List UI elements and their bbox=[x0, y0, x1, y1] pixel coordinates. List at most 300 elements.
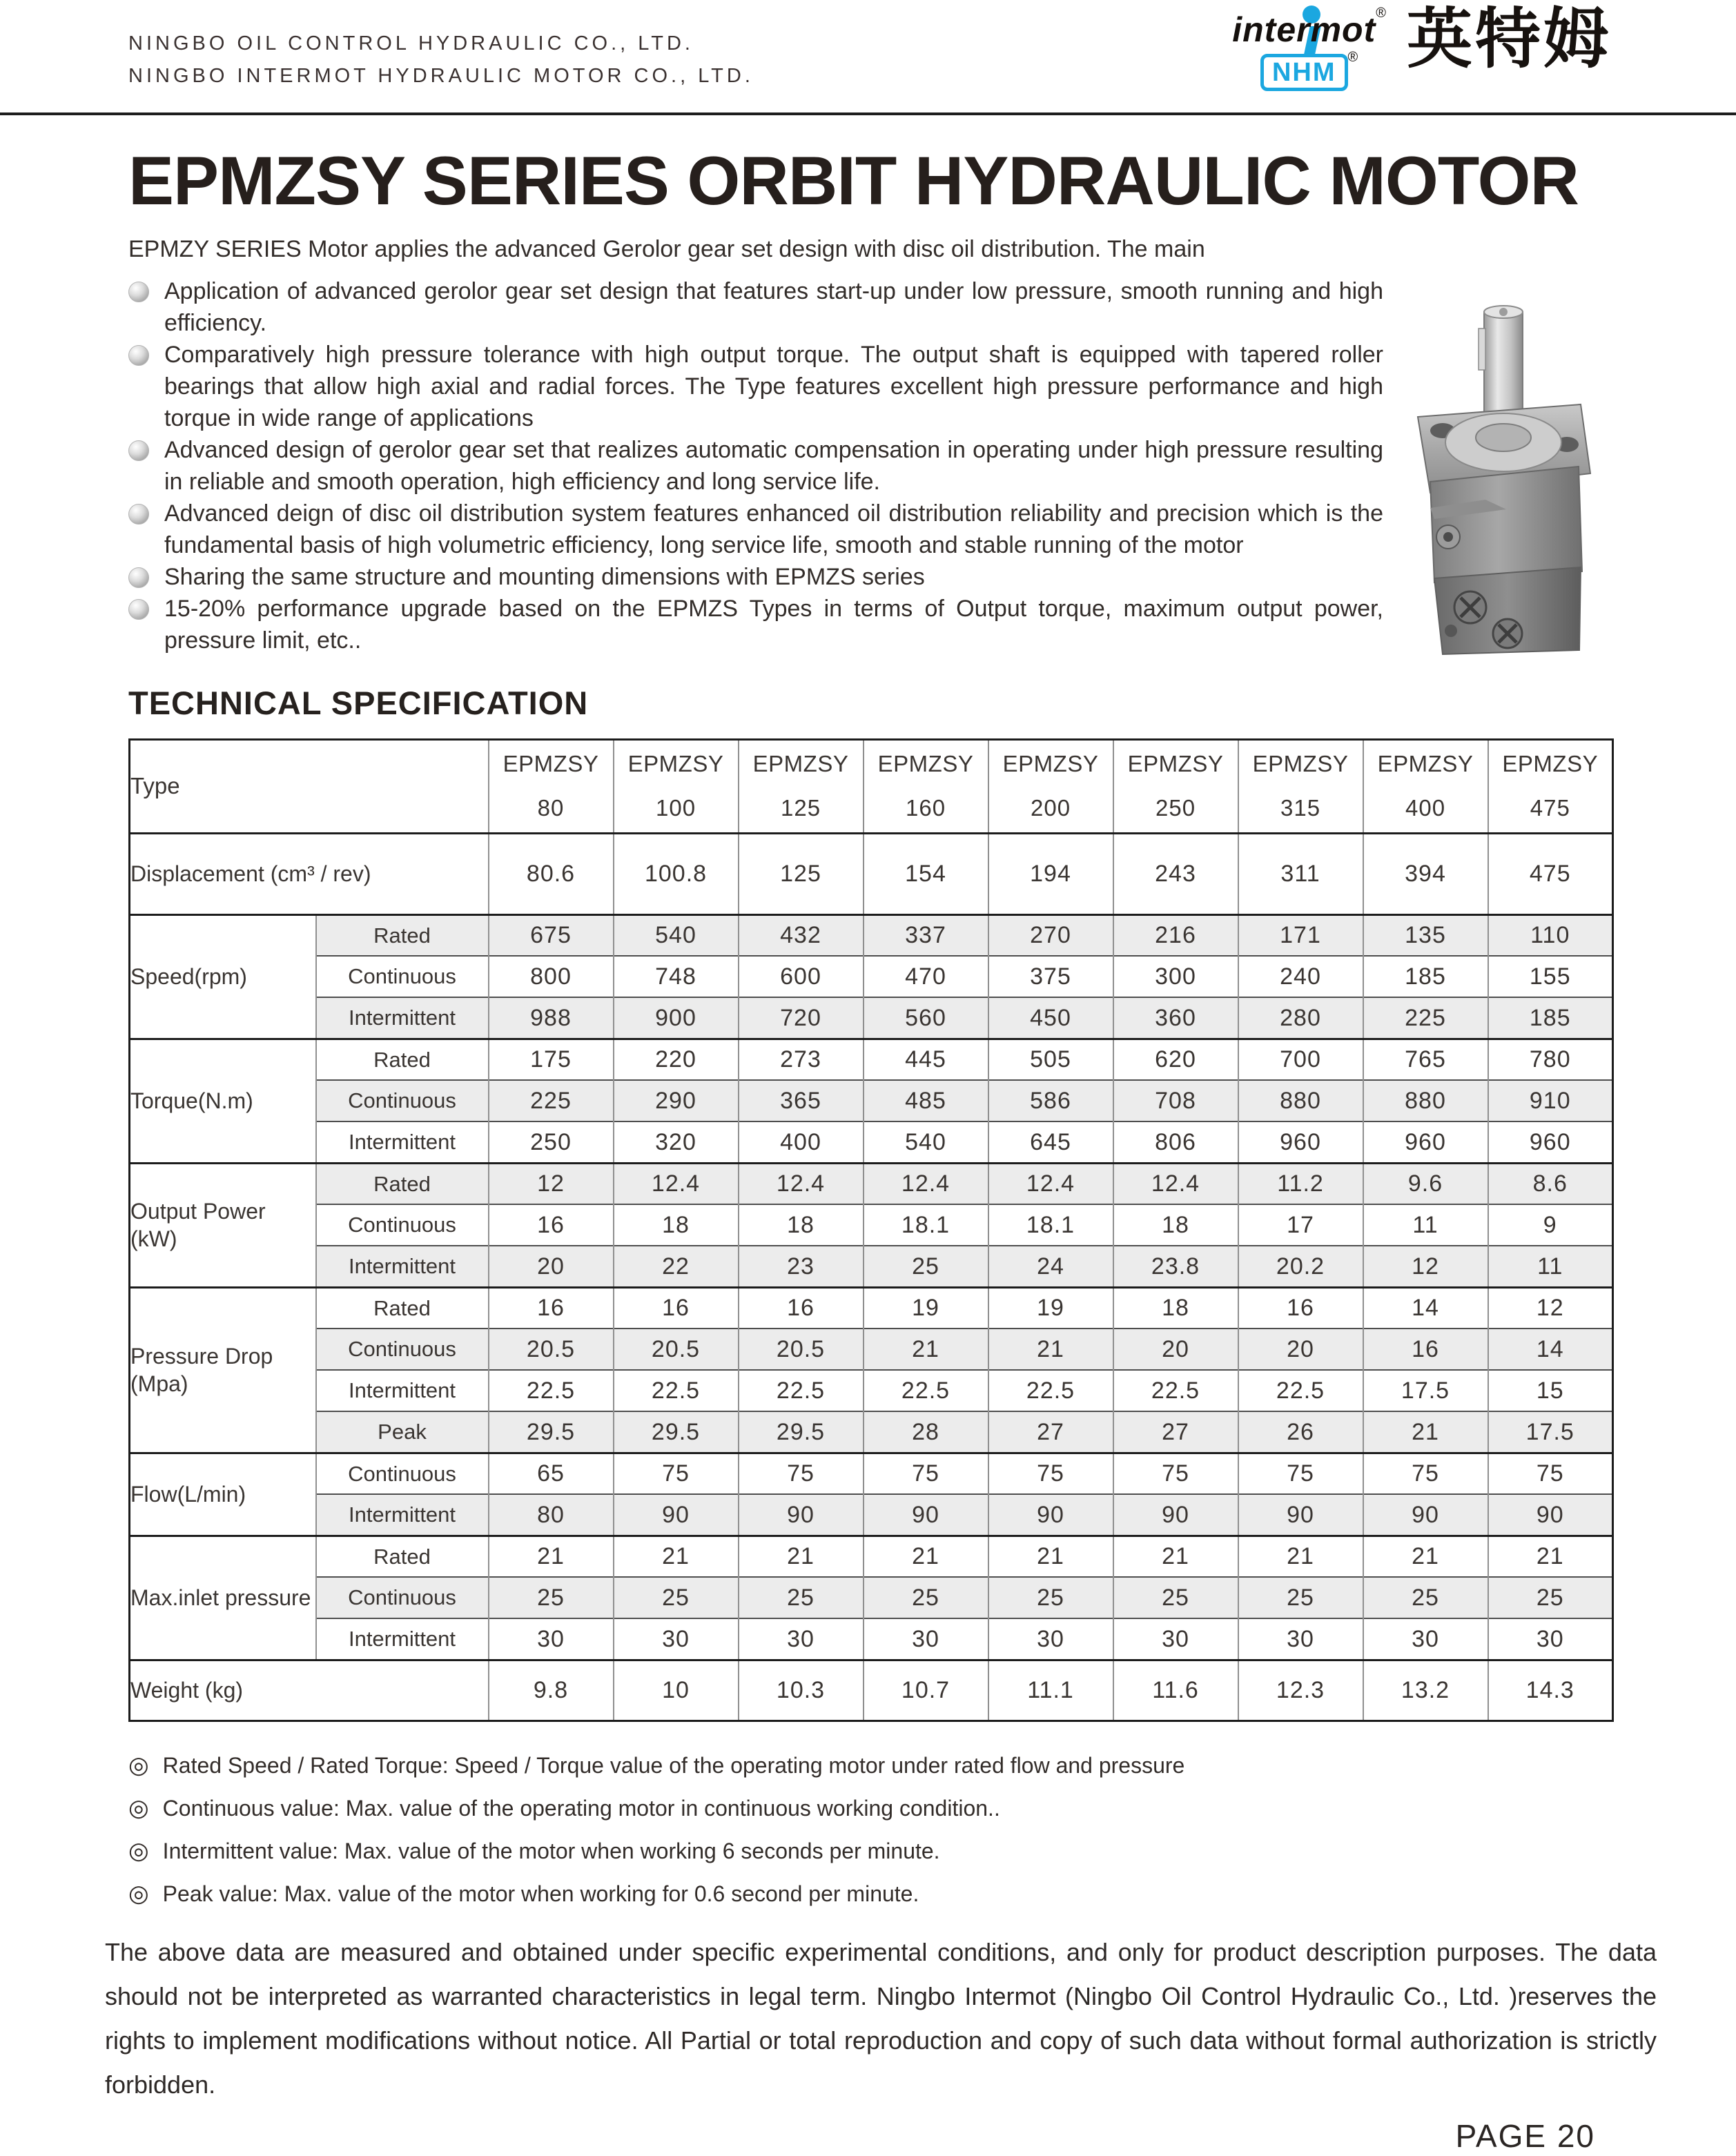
value-cell: 540 bbox=[864, 1121, 988, 1163]
value-cell: 25 bbox=[864, 1246, 988, 1287]
value-cell: 90 bbox=[614, 1494, 739, 1536]
sub-label: Rated bbox=[316, 1536, 489, 1577]
sub-label: Peak bbox=[316, 1411, 489, 1453]
table-row bbox=[130, 1121, 1613, 1163]
value-cell: 80 bbox=[489, 1494, 614, 1536]
value-cell: 18 bbox=[739, 1204, 864, 1246]
value-cell: 800 bbox=[489, 956, 614, 997]
value-cell: 360 bbox=[1113, 997, 1238, 1039]
value-cell: 273 bbox=[739, 1039, 864, 1080]
value-cell: 21 bbox=[988, 1329, 1113, 1370]
series-name: EPMZSY bbox=[503, 751, 599, 777]
value-cell: 100.8 bbox=[614, 833, 739, 914]
value-cell: 216 bbox=[1113, 914, 1238, 956]
value-cell: 12.4 bbox=[739, 1163, 864, 1204]
feature-text: Advanced design of gerolor gear set that realizes automatic compensation in operating under high pressure resulting in reliable and smooth operation, high efficiency and long service life. bbox=[164, 436, 1383, 495]
value-cell: 16 bbox=[1238, 1287, 1363, 1329]
value-cell: 25 bbox=[614, 1577, 739, 1618]
value-cell: 194 bbox=[988, 833, 1113, 914]
value-cell: 16 bbox=[489, 1287, 614, 1329]
value-cell: 12.4 bbox=[1113, 1163, 1238, 1204]
model-header bbox=[489, 739, 614, 833]
value-cell: 22 bbox=[614, 1246, 739, 1287]
section-heading: TECHNICAL SPECIFICATION bbox=[128, 684, 589, 721]
value-cell: 20.5 bbox=[489, 1329, 614, 1370]
value-cell: 90 bbox=[988, 1494, 1113, 1536]
note-bullet-icon: ◎ bbox=[128, 1794, 149, 1821]
table-row bbox=[130, 956, 1613, 997]
spec-table bbox=[128, 738, 1614, 1722]
value-cell: 185 bbox=[1488, 997, 1613, 1039]
sub-label: Intermittent bbox=[316, 1121, 489, 1163]
value-cell: 765 bbox=[1363, 1039, 1488, 1080]
value-cell: 20 bbox=[489, 1246, 614, 1287]
note-item bbox=[128, 1787, 1614, 1830]
value-cell: 23 bbox=[739, 1246, 864, 1287]
model-header bbox=[1488, 739, 1613, 833]
bullet-sphere-icon bbox=[128, 282, 149, 302]
value-cell: 18 bbox=[614, 1204, 739, 1246]
value-cell: 12.4 bbox=[864, 1163, 988, 1204]
bullet-sphere-icon bbox=[128, 567, 149, 588]
value-cell: 21 bbox=[1363, 1536, 1488, 1577]
feature-text: Comparatively high pressure tolerance with high output torque. The output shaft is equipped with tapered roller bearings that allow high axial and radial forces. The Type features excellent high pressure performance and high torque in wide range of applications bbox=[164, 341, 1383, 431]
note-text: Peak value: Max. value of the motor when working for 0.6 second per minute. bbox=[162, 1881, 919, 1906]
value-cell: 29.5 bbox=[739, 1411, 864, 1453]
company-names bbox=[128, 28, 754, 92]
model-header bbox=[1238, 739, 1363, 833]
table-row bbox=[130, 1287, 1613, 1329]
value-cell: 20.2 bbox=[1238, 1246, 1363, 1287]
sub-label: Continuous bbox=[316, 1329, 489, 1370]
value-cell: 19 bbox=[988, 1287, 1113, 1329]
value-cell: 30 bbox=[1363, 1618, 1488, 1660]
note-text: Continuous value: Max. value of the operating motor in continuous working condition.. bbox=[162, 1795, 1000, 1821]
value-cell: 22.5 bbox=[614, 1370, 739, 1411]
value-cell: 25 bbox=[988, 1577, 1113, 1618]
table-row bbox=[130, 1370, 1613, 1411]
value-cell: 24 bbox=[988, 1246, 1113, 1287]
series-name: EPMZSY bbox=[877, 751, 974, 777]
value-cell: 90 bbox=[864, 1494, 988, 1536]
model-header bbox=[1363, 739, 1488, 833]
series-name: EPMZSY bbox=[1377, 751, 1474, 777]
note-item bbox=[128, 1872, 1614, 1915]
note-text: Rated Speed / Rated Torque: Speed / Torque value of the operating motor under rated flow and pressure bbox=[162, 1752, 1185, 1778]
model-number: 80 bbox=[537, 795, 565, 821]
value-cell: 720 bbox=[739, 997, 864, 1039]
value-cell: 16 bbox=[1363, 1329, 1488, 1370]
value-cell: 365 bbox=[739, 1080, 864, 1121]
value-cell: 30 bbox=[614, 1618, 739, 1660]
value-cell: 675 bbox=[489, 914, 614, 956]
group-label: Torque(N.m) bbox=[130, 1039, 316, 1163]
value-cell: 30 bbox=[1238, 1618, 1363, 1660]
value-cell: 445 bbox=[864, 1039, 988, 1080]
value-cell: 26 bbox=[1238, 1411, 1363, 1453]
table-row bbox=[130, 1453, 1613, 1494]
value-cell: 90 bbox=[739, 1494, 864, 1536]
value-cell: 175 bbox=[489, 1039, 614, 1080]
group-label: Displacement (cm³ / rev) bbox=[130, 833, 489, 914]
value-cell: 155 bbox=[1488, 956, 1613, 997]
value-cell: 11 bbox=[1488, 1246, 1613, 1287]
value-cell: 25 bbox=[1113, 1577, 1238, 1618]
value-cell: 700 bbox=[1238, 1039, 1363, 1080]
value-cell: 20 bbox=[1238, 1329, 1363, 1370]
table-header-row bbox=[130, 739, 1613, 833]
intermot-wordmark: intermot bbox=[1232, 10, 1376, 49]
value-cell: 18.1 bbox=[988, 1204, 1113, 1246]
model-number: 400 bbox=[1405, 795, 1446, 821]
value-cell: 394 bbox=[1363, 833, 1488, 914]
value-cell: 25 bbox=[1488, 1577, 1613, 1618]
value-cell: 21 bbox=[864, 1329, 988, 1370]
value-cell: 25 bbox=[739, 1577, 864, 1618]
model-number: 315 bbox=[1280, 795, 1321, 821]
table-row bbox=[130, 1577, 1613, 1618]
value-cell: 586 bbox=[988, 1080, 1113, 1121]
value-cell: 243 bbox=[1113, 833, 1238, 914]
value-cell: 90 bbox=[1488, 1494, 1613, 1536]
value-cell: 12 bbox=[1488, 1287, 1613, 1329]
value-cell: 30 bbox=[1113, 1618, 1238, 1660]
bullet-sphere-icon bbox=[128, 440, 149, 461]
value-cell: 29.5 bbox=[614, 1411, 739, 1453]
value-cell: 25 bbox=[489, 1577, 614, 1618]
value-cell: 21 bbox=[1488, 1536, 1613, 1577]
value-cell: 475 bbox=[1488, 833, 1613, 914]
value-cell: 154 bbox=[864, 833, 988, 914]
value-cell: 18 bbox=[1113, 1204, 1238, 1246]
value-cell: 16 bbox=[739, 1287, 864, 1329]
feature-text: Advanced deign of disc oil distribution system features enhanced oil distribution reliability and precision which is the fundamental basis of high volumetric efficiency, long service life, smooth and stable running of the motor bbox=[164, 500, 1383, 558]
feature-item bbox=[128, 498, 1383, 561]
value-cell: 12.4 bbox=[614, 1163, 739, 1204]
series-name: EPMZSY bbox=[1002, 751, 1099, 777]
value-cell: 21 bbox=[739, 1536, 864, 1577]
value-cell: 375 bbox=[988, 956, 1113, 997]
value-cell: 880 bbox=[1238, 1080, 1363, 1121]
table-row bbox=[130, 1246, 1613, 1287]
feature-list bbox=[128, 275, 1383, 656]
value-cell: 450 bbox=[988, 997, 1113, 1039]
table-row bbox=[130, 1536, 1613, 1577]
series-name: EPMZSY bbox=[752, 751, 849, 777]
value-cell: 75 bbox=[739, 1453, 864, 1494]
value-cell: 270 bbox=[988, 914, 1113, 956]
bullet-sphere-icon bbox=[128, 504, 149, 525]
value-cell: 470 bbox=[864, 956, 988, 997]
value-cell: 22.5 bbox=[1113, 1370, 1238, 1411]
sub-label: Intermittent bbox=[316, 1246, 489, 1287]
sub-label: Continuous bbox=[316, 1080, 489, 1121]
feature-text: Application of advanced gerolor gear set design that features start-up under low pressure, smooth running and high efficiency. bbox=[164, 277, 1383, 336]
sub-label: Continuous bbox=[316, 1204, 489, 1246]
bullet-sphere-icon bbox=[128, 345, 149, 366]
table-row bbox=[130, 997, 1613, 1039]
table-row bbox=[130, 1039, 1613, 1080]
model-header bbox=[614, 739, 739, 833]
group-label: Pressure Drop (Mpa) bbox=[130, 1287, 316, 1453]
model-header bbox=[739, 739, 864, 833]
value-cell: 14.3 bbox=[1488, 1660, 1613, 1721]
value-cell: 16 bbox=[489, 1204, 614, 1246]
group-label: Speed(rpm) bbox=[130, 914, 316, 1039]
value-cell: 110 bbox=[1488, 914, 1613, 956]
series-name: EPMZSY bbox=[1127, 751, 1224, 777]
registered-mark-2: ® bbox=[1347, 50, 1358, 65]
table-row bbox=[130, 1163, 1613, 1204]
note-item bbox=[128, 1830, 1614, 1872]
value-cell: 22.5 bbox=[489, 1370, 614, 1411]
value-cell: 250 bbox=[489, 1121, 614, 1163]
value-cell: 22.5 bbox=[739, 1370, 864, 1411]
feature-item bbox=[128, 275, 1383, 339]
value-cell: 320 bbox=[614, 1121, 739, 1163]
feature-item bbox=[128, 434, 1383, 498]
value-cell: 30 bbox=[489, 1618, 614, 1660]
value-cell: 14 bbox=[1488, 1329, 1613, 1370]
value-cell: 9 bbox=[1488, 1204, 1613, 1246]
value-cell: 620 bbox=[1113, 1039, 1238, 1080]
value-cell: 20.5 bbox=[614, 1329, 739, 1370]
value-cell: 910 bbox=[1488, 1080, 1613, 1121]
value-cell: 13.2 bbox=[1363, 1660, 1488, 1721]
sub-label: Intermittent bbox=[316, 1618, 489, 1660]
group-label: Weight (kg) bbox=[130, 1660, 489, 1721]
bullet-sphere-icon bbox=[128, 599, 149, 620]
value-cell: 16 bbox=[614, 1287, 739, 1329]
value-cell: 748 bbox=[614, 956, 739, 997]
value-cell: 22.5 bbox=[988, 1370, 1113, 1411]
series-name: EPMZSY bbox=[1252, 751, 1349, 777]
value-cell: 125 bbox=[739, 833, 864, 914]
value-cell: 21 bbox=[489, 1536, 614, 1577]
value-cell: 20 bbox=[1113, 1329, 1238, 1370]
value-cell: 185 bbox=[1363, 956, 1488, 997]
value-cell: 280 bbox=[1238, 997, 1363, 1039]
sub-label: Intermittent bbox=[316, 997, 489, 1039]
value-cell: 505 bbox=[988, 1039, 1113, 1080]
value-cell: 21 bbox=[1363, 1411, 1488, 1453]
value-cell: 135 bbox=[1363, 914, 1488, 956]
sub-label: Rated bbox=[316, 1163, 489, 1204]
value-cell: 17 bbox=[1238, 1204, 1363, 1246]
value-cell: 21 bbox=[864, 1536, 988, 1577]
value-cell: 75 bbox=[1488, 1453, 1613, 1494]
note-text: Intermittent value: Max. value of the motor when working 6 seconds per minute. bbox=[162, 1838, 940, 1863]
value-cell: 18.1 bbox=[864, 1204, 988, 1246]
value-cell: 25 bbox=[1238, 1577, 1363, 1618]
sub-label: Intermittent bbox=[316, 1494, 489, 1536]
model-header bbox=[1113, 739, 1238, 833]
value-cell: 75 bbox=[1363, 1453, 1488, 1494]
value-cell: 11.1 bbox=[988, 1660, 1113, 1721]
table-row bbox=[130, 1080, 1613, 1121]
sub-label: Intermittent bbox=[316, 1370, 489, 1411]
feature-text: Sharing the same structure and mounting dimensions with EPMZS series bbox=[164, 563, 925, 590]
value-cell: 15 bbox=[1488, 1370, 1613, 1411]
value-cell: 22.5 bbox=[1238, 1370, 1363, 1411]
model-number: 475 bbox=[1530, 795, 1570, 821]
value-cell: 485 bbox=[864, 1080, 988, 1121]
value-cell: 21 bbox=[988, 1536, 1113, 1577]
feature-item bbox=[128, 561, 1383, 593]
value-cell: 600 bbox=[739, 956, 864, 997]
table-row bbox=[130, 1660, 1613, 1721]
value-cell: 400 bbox=[739, 1121, 864, 1163]
value-cell: 171 bbox=[1238, 914, 1363, 956]
value-cell: 75 bbox=[864, 1453, 988, 1494]
value-cell: 960 bbox=[1488, 1121, 1613, 1163]
sub-label: Continuous bbox=[316, 956, 489, 997]
value-cell: 708 bbox=[1113, 1080, 1238, 1121]
model-number: 250 bbox=[1155, 795, 1196, 821]
nhm-badge: NHM bbox=[1260, 54, 1348, 91]
feature-text: 15-20% performance upgrade based on the EPMZS Types in terms of Output torque, maximum output power, pressure limit, etc.. bbox=[164, 595, 1383, 654]
feature-item bbox=[128, 593, 1383, 656]
value-cell: 28 bbox=[864, 1411, 988, 1453]
value-cell: 30 bbox=[864, 1618, 988, 1660]
value-cell: 25 bbox=[864, 1577, 988, 1618]
value-cell: 225 bbox=[1363, 997, 1488, 1039]
model-header bbox=[864, 739, 988, 833]
value-cell: 10 bbox=[614, 1660, 739, 1721]
model-number: 125 bbox=[780, 795, 821, 821]
value-cell: 300 bbox=[1113, 956, 1238, 997]
value-cell: 220 bbox=[614, 1039, 739, 1080]
table-row bbox=[130, 1618, 1613, 1660]
sub-label: Continuous bbox=[316, 1577, 489, 1618]
value-cell: 65 bbox=[489, 1453, 614, 1494]
value-cell: 645 bbox=[988, 1121, 1113, 1163]
value-cell: 18 bbox=[1113, 1287, 1238, 1329]
value-cell: 12 bbox=[489, 1163, 614, 1204]
note-bullet-icon: ◎ bbox=[128, 1752, 149, 1778]
value-cell: 900 bbox=[614, 997, 739, 1039]
value-cell: 337 bbox=[864, 914, 988, 956]
company-name-line2: NINGBO INTERMOT HYDRAULIC MOTOR CO., LTD. bbox=[128, 65, 754, 87]
series-name: EPMZSY bbox=[1502, 751, 1599, 777]
value-cell: 290 bbox=[614, 1080, 739, 1121]
value-cell: 11.6 bbox=[1113, 1660, 1238, 1721]
table-row bbox=[130, 1494, 1613, 1536]
model-number: 200 bbox=[1030, 795, 1071, 821]
group-label: Output Power (kW) bbox=[130, 1163, 316, 1287]
intermot-logo bbox=[1232, 6, 1386, 91]
value-cell: 20.5 bbox=[739, 1329, 864, 1370]
value-cell: 11 bbox=[1363, 1204, 1488, 1246]
value-cell: 80.6 bbox=[489, 833, 614, 914]
value-cell: 21 bbox=[614, 1536, 739, 1577]
value-cell: 540 bbox=[614, 914, 739, 956]
value-cell: 780 bbox=[1488, 1039, 1613, 1080]
table-row bbox=[130, 833, 1613, 914]
sub-label: Rated bbox=[316, 914, 489, 956]
value-cell: 432 bbox=[739, 914, 864, 956]
value-cell: 17.5 bbox=[1363, 1370, 1488, 1411]
feature-item bbox=[128, 339, 1383, 434]
type-label: Type bbox=[130, 739, 489, 833]
value-cell: 27 bbox=[1113, 1411, 1238, 1453]
value-cell: 10.7 bbox=[864, 1660, 988, 1721]
value-cell: 240 bbox=[1238, 956, 1363, 997]
value-cell: 75 bbox=[1113, 1453, 1238, 1494]
value-cell: 17.5 bbox=[1488, 1411, 1613, 1453]
page-number: PAGE 20 bbox=[1455, 2118, 1595, 2154]
notes bbox=[128, 1744, 1614, 1915]
value-cell: 75 bbox=[1238, 1453, 1363, 1494]
note-bullet-icon: ◎ bbox=[128, 1880, 149, 1907]
series-name: EPMZSY bbox=[627, 751, 724, 777]
main-content bbox=[105, 142, 1657, 2107]
value-cell: 311 bbox=[1238, 833, 1363, 914]
value-cell: 30 bbox=[739, 1618, 864, 1660]
value-cell: 12 bbox=[1363, 1246, 1488, 1287]
sub-label: Rated bbox=[316, 1039, 489, 1080]
value-cell: 90 bbox=[1113, 1494, 1238, 1536]
group-label: Max.inlet pressure bbox=[130, 1536, 316, 1660]
value-cell: 21 bbox=[1238, 1536, 1363, 1577]
model-header bbox=[988, 739, 1113, 833]
company-name-line1: NINGBO OIL CONTROL HYDRAULIC CO., LTD. bbox=[128, 32, 694, 55]
value-cell: 8.6 bbox=[1488, 1163, 1613, 1204]
value-cell: 12.4 bbox=[988, 1163, 1113, 1204]
value-cell: 806 bbox=[1113, 1121, 1238, 1163]
model-number: 100 bbox=[655, 795, 696, 821]
value-cell: 225 bbox=[489, 1080, 614, 1121]
value-cell: 21 bbox=[1113, 1536, 1238, 1577]
intro-text: EPMZY SERIES Motor applies the advanced Gerolor gear set design with disc oil distribution. The main bbox=[128, 235, 1205, 262]
brand-logo bbox=[1232, 1, 1612, 91]
value-cell: 14 bbox=[1363, 1287, 1488, 1329]
value-cell: 27 bbox=[988, 1411, 1113, 1453]
value-cell: 12.3 bbox=[1238, 1660, 1363, 1721]
value-cell: 11.2 bbox=[1238, 1163, 1363, 1204]
value-cell: 9.8 bbox=[489, 1660, 614, 1721]
value-cell: 29.5 bbox=[489, 1411, 614, 1453]
value-cell: 10.3 bbox=[739, 1660, 864, 1721]
page-title: EPMZSY SERIES ORBIT HYDRAULIC MOTOR bbox=[128, 142, 1579, 219]
header-divider-rule bbox=[0, 112, 1736, 115]
table-row bbox=[130, 1204, 1613, 1246]
value-cell: 25 bbox=[1363, 1577, 1488, 1618]
value-cell: 9.6 bbox=[1363, 1163, 1488, 1204]
value-cell: 90 bbox=[1238, 1494, 1363, 1536]
group-label: Flow(L/min) bbox=[130, 1453, 316, 1536]
value-cell: 560 bbox=[864, 997, 988, 1039]
disclaimer-text: The above data are measured and obtained under specific experimental conditions, and only for product description purposes. The data should not be interpreted as warranted characteristics in legal term. Ningbo Intermot (Ningbo Oil Control Hydraulic Co., Ltd. )reserves the rights to implement modifications without notice. All Partial or total reproduction and copy of such data without formal authorization is strictly forbidden. bbox=[105, 1937, 1657, 2099]
value-cell: 30 bbox=[1488, 1618, 1613, 1660]
sub-label: Continuous bbox=[316, 1453, 489, 1494]
note-bullet-icon: ◎ bbox=[128, 1837, 149, 1864]
value-cell: 30 bbox=[988, 1618, 1113, 1660]
model-number: 160 bbox=[905, 795, 946, 821]
value-cell: 90 bbox=[1363, 1494, 1488, 1536]
value-cell: 23.8 bbox=[1113, 1246, 1238, 1287]
table-row bbox=[130, 914, 1613, 956]
brand-cjk-name: 英特姆 bbox=[1406, 1, 1612, 77]
value-cell: 988 bbox=[489, 997, 614, 1039]
value-cell: 19 bbox=[864, 1287, 988, 1329]
value-cell: 960 bbox=[1363, 1121, 1488, 1163]
table-row bbox=[130, 1329, 1613, 1370]
registered-mark: ® bbox=[1376, 6, 1386, 21]
table-row bbox=[130, 1411, 1613, 1453]
value-cell: 75 bbox=[614, 1453, 739, 1494]
value-cell: 960 bbox=[1238, 1121, 1363, 1163]
